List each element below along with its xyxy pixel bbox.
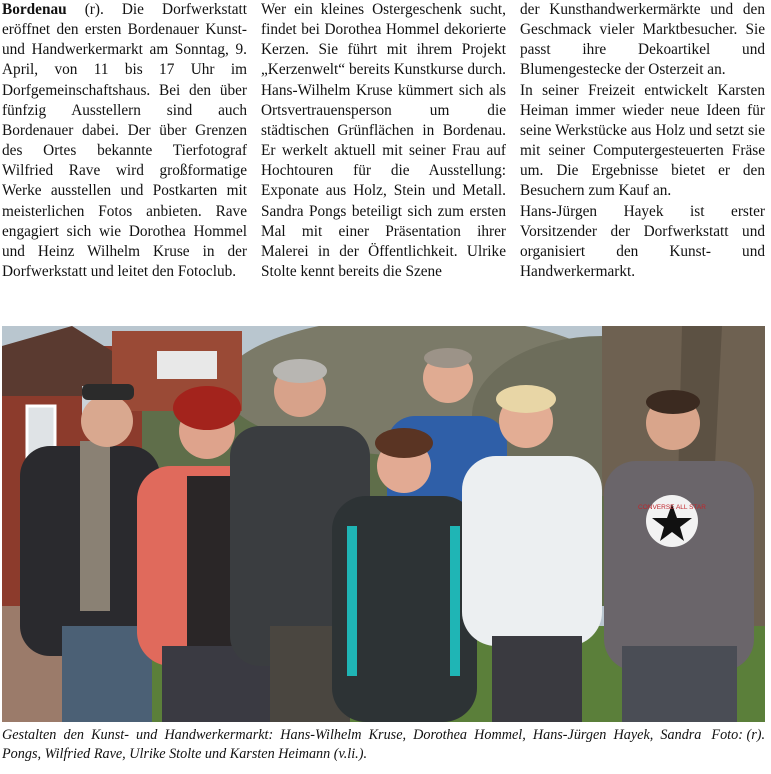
article-column-2	[261, 0, 506, 322]
shirt-print-text: CONVERSE ALL STAR	[638, 504, 706, 511]
photo-credit: Foto: (r).	[711, 727, 765, 743]
article-dateline: Bordenau	[2, 1, 67, 18]
group-photo	[2, 326, 765, 722]
article-column-1	[2, 0, 247, 322]
article-paragraph: Wer ein kleines Ostergeschenk sucht, findet bei Dorothea Hommel dekorierte Kerzen. Sie führt mit ihrem Projekt „Kerzenwelt“ bereits Kunstkurse durch. Hans-Wilhelm Kruse kümmert sich als Ortsvertrauensperson um die städtischen Grünflächen in Bordenau. Er werkelt aktuell mit seiner Frau auf Hochtouren für die Ausstellung: Exponate aus Holz, Stein und Metall. Sandra Pongs beteiligt sich zum ersten Mal mit einer Präsentation ihrer Malerei in der Öffentlichkeit. Ulrike Stolte kennt bereits die Szene	[261, 1, 506, 281]
article-paragraph: Hans-Jürgen Hayek ist erster Vorsitzender der Dorfwerkstatt und organisiert den Kunst- und Handwerkermarkt.	[520, 202, 765, 281]
article-paragraph	[2, 0, 247, 282]
photo-caption	[2, 726, 765, 764]
article-column-3	[520, 0, 765, 322]
caption-text: Gestalten den Kunst- und Handwerkermarkt: Hans-Wilhelm Kruse, Dorothea Hommel, Hans-Jürgen Hayek, Sandra Pongs, Wilfried Rave, Ulrike Stolte und Karsten Heimann (v.li.).	[2, 727, 702, 762]
article-columns	[2, 0, 767, 322]
article-text: (r). Die Dorfwerkstatt eröffnet den ersten Bordenauer Kunst- und Handwerkermarkt am Sonntag, 9. April, von 11 bis 17 Uhr im Dorfgemeinschaftshaus. Bei den über fünfzig Ausstellern sind auch Bordenauer dabei. Der über Grenzen des Ortes bekannte Tierfotograf Wilfried Rave wird großformatige Werke ausstellen und Postkarten mit meisterlichen Fotos anbieten. Rave engagiert sich wie Dorothea Hommel und Heinz Wilhelm Kruse in der Dorfwerkstatt und leitet den Fotoclub.	[2, 1, 247, 281]
article-paragraph: der Kunsthandwerkermärkte und den Geschmack vieler Marktbesucher. Sie passt ihre Dekoartikel und Blumengestecke der Osterzeit an.	[520, 1, 765, 79]
article-paragraph: In seiner Freizeit entwickelt Karsten Heiman immer wieder neue Ideen für seine Werkstücke aus Holz und setzt sie mit seiner Computergesteuerten Fräse um. Die Ergebnisse bietet er den Besuchern zum Kauf an.	[520, 81, 765, 200]
group-photo-illustration	[2, 326, 765, 722]
